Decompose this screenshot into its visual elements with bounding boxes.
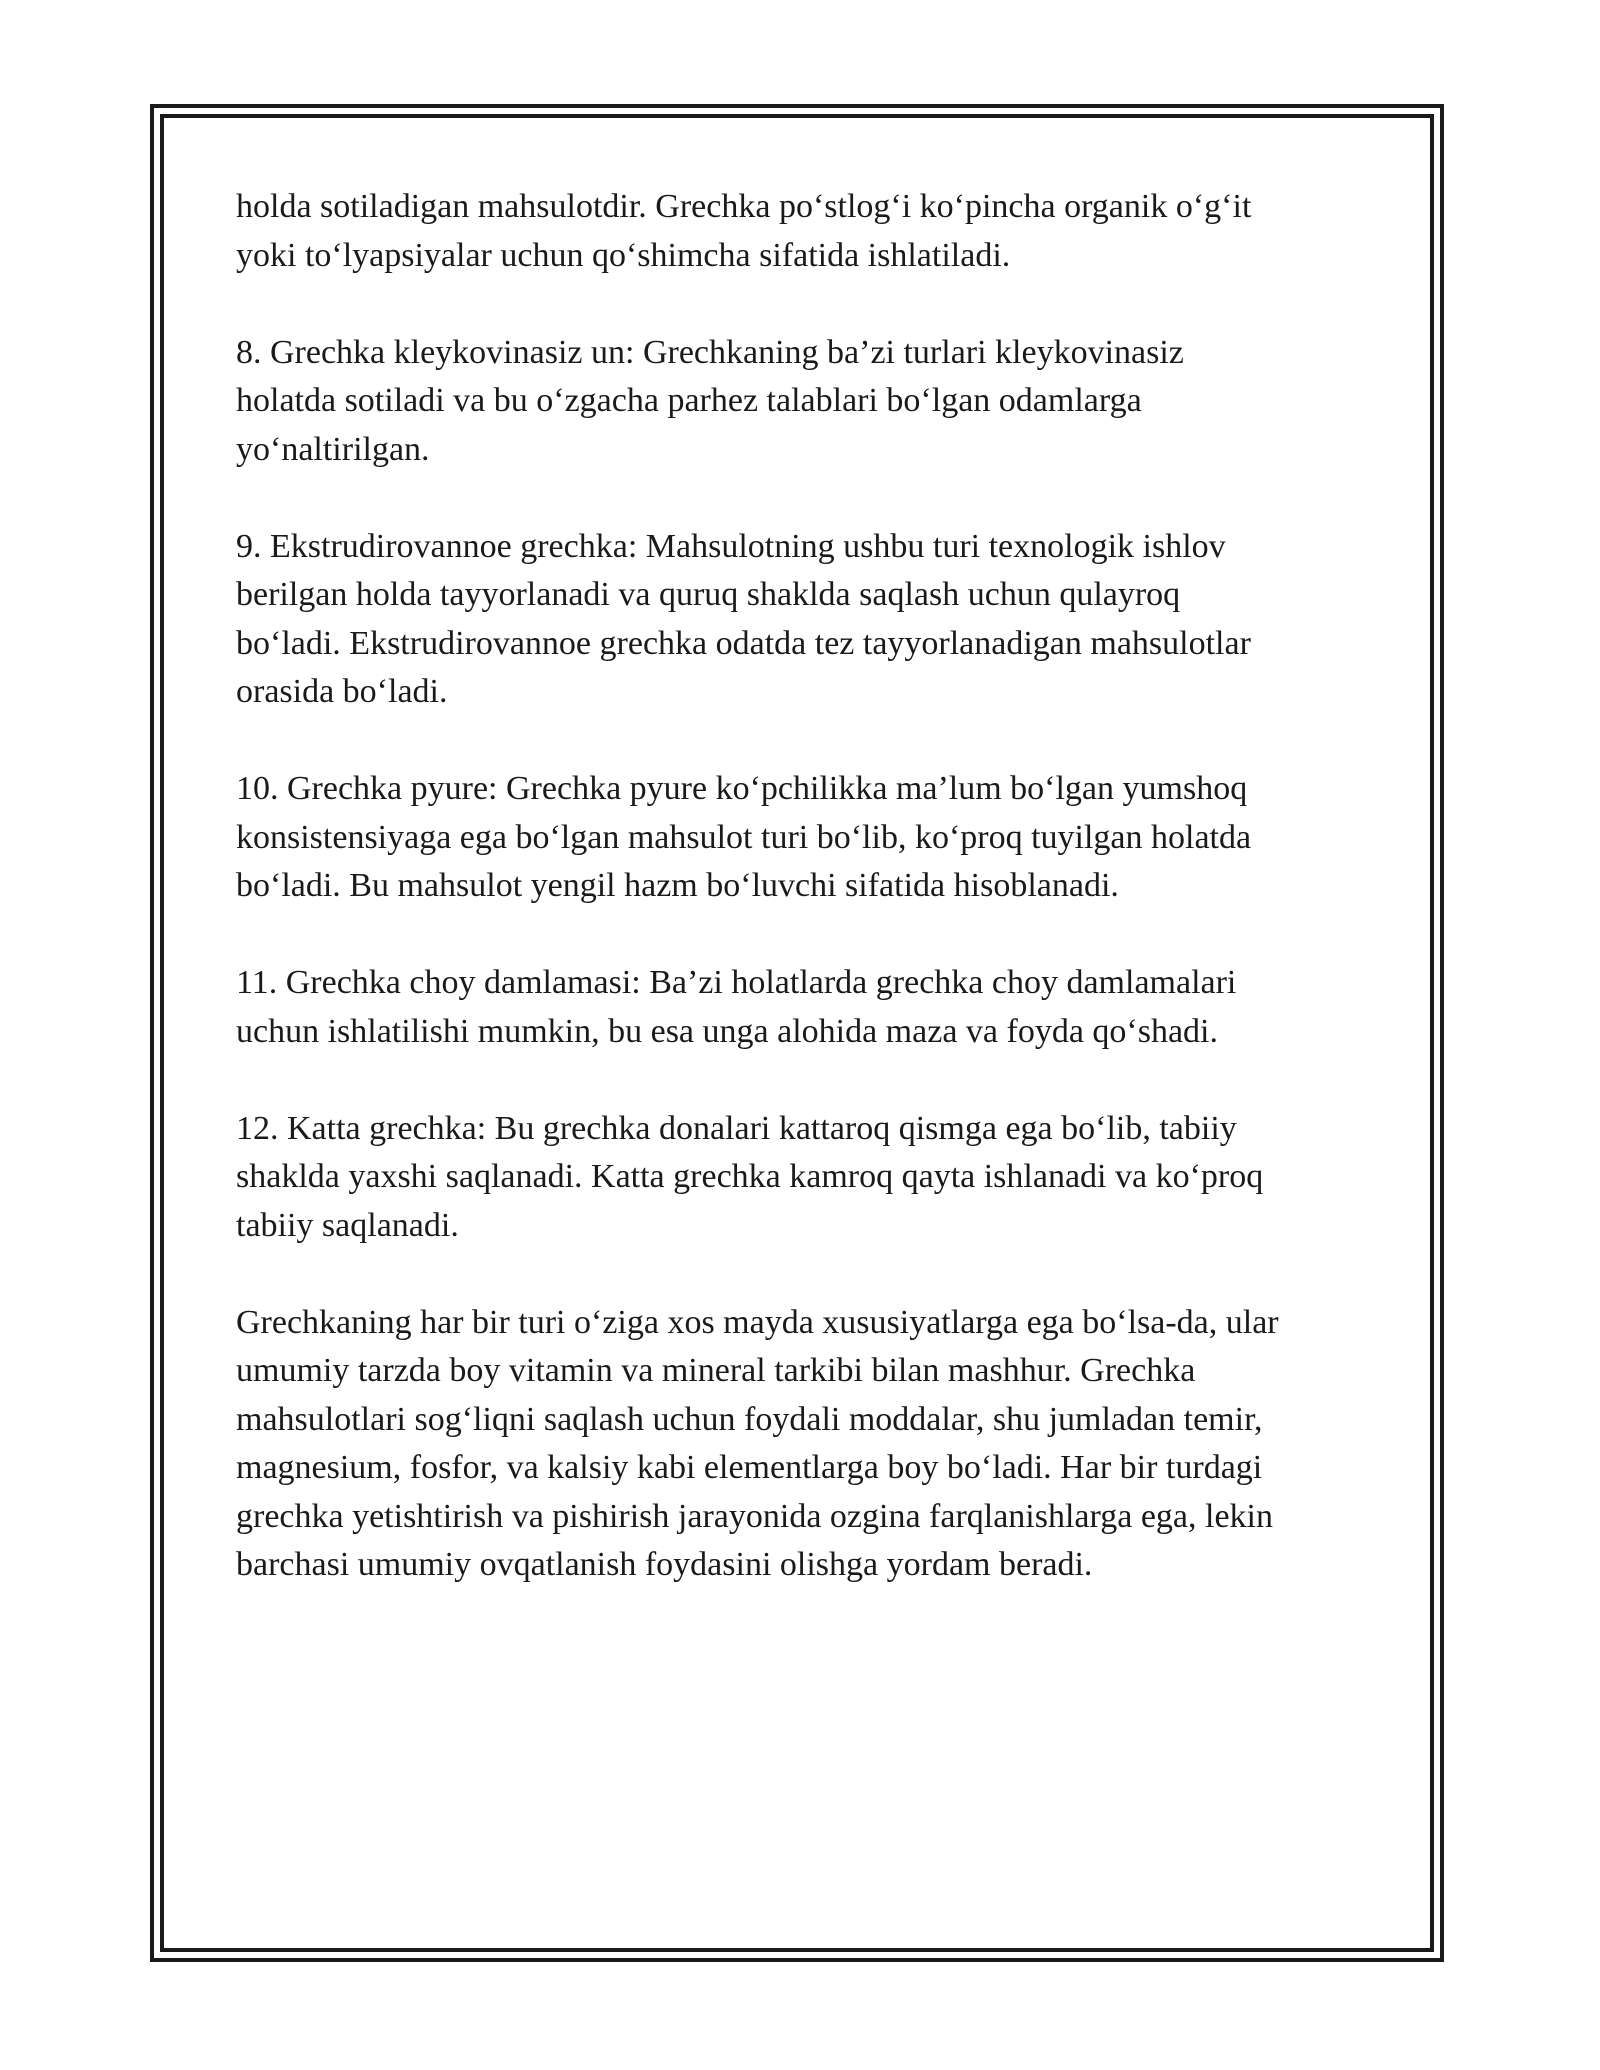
- paragraph-continuation: holda sotiladigan mahsulotdir. Grechka po‘stlog‘i ko‘pincha organik o‘g‘it yoki to‘lyapsiyalar uchun qo‘shimcha sifatida ishlatiladi.: [236, 188, 1252, 274]
- paragraph-item-8: 8. Grechka kleykovinasiz un: Grechkaning ba’zi turlari kleykovinasiz holatda sotiladi va bu o‘zgacha parhez talablari bo‘lgan odamlarga yo‘naltirilgan.: [236, 333, 1184, 468]
- paragraph-item-10: 10. Grechka pyure: Grechka pyure ko‘pchilikka ma’lum bo‘lgan yumshoq konsistensiyaga ega bo‘lgan mahsulot turi bo‘lib, ko‘proq tuyilgan holatda bo‘ladi. Bu mahsulot yengil hazm bo‘luvchi sifatida hisoblanadi.: [236, 770, 1252, 904]
- paragraph-item-12: 12. Katta grechka: Bu grechka donalari kattaroq qismga ega bo‘lib, tabiiy shaklda yaxshi saqlanadi. Katta grechka kamroq qayta ishlanadi va ko‘proq tabiiy saqlanadi.: [236, 1109, 1264, 1244]
- paragraph-item-11: 11. Grechka choy damlamasi: Ba’zi holatlarda grechka choy damlamalari uchun ishlatilishi mumkin, bu esa unga alohida maza va foyda qo‘shadi.: [236, 964, 1237, 1050]
- paragraph-conclusion: Grechkaning har bir turi o‘ziga xos mayda xususiyatlarga ega bo‘lsa-da, ular umumiy tarzda boy vitamin va mineral tarkibi bilan mashhur. Grechka mahsulotlari sog‘liqni saqlash uchun foydali moddalar, shu jumladan temir, magnesium, fosfor, va kalsiy kabi elementlarga boy bo‘ladi. Har bir turdagi grechka yetishtirish va pishirish jarayonida ozgina farqlanishlarga ega, lekin barchasi umumiy ovqatlanish foydasini olishga yordam beradi.: [236, 1303, 1279, 1583]
- paragraph-item-9: 9. Ekstrudirovannoe grechka: Mahsulotning ushbu turi texnologik ishlov berilgan holda tayyorlanadi va quruq shaklda saqlash uchun qulayroq bo‘ladi. Ekstrudirovannoe grechka odatda tez tayyorlanadigan mahsulotlar orasida bo‘ladi.: [236, 527, 1251, 710]
- document-body: [236, 183, 1366, 1638]
